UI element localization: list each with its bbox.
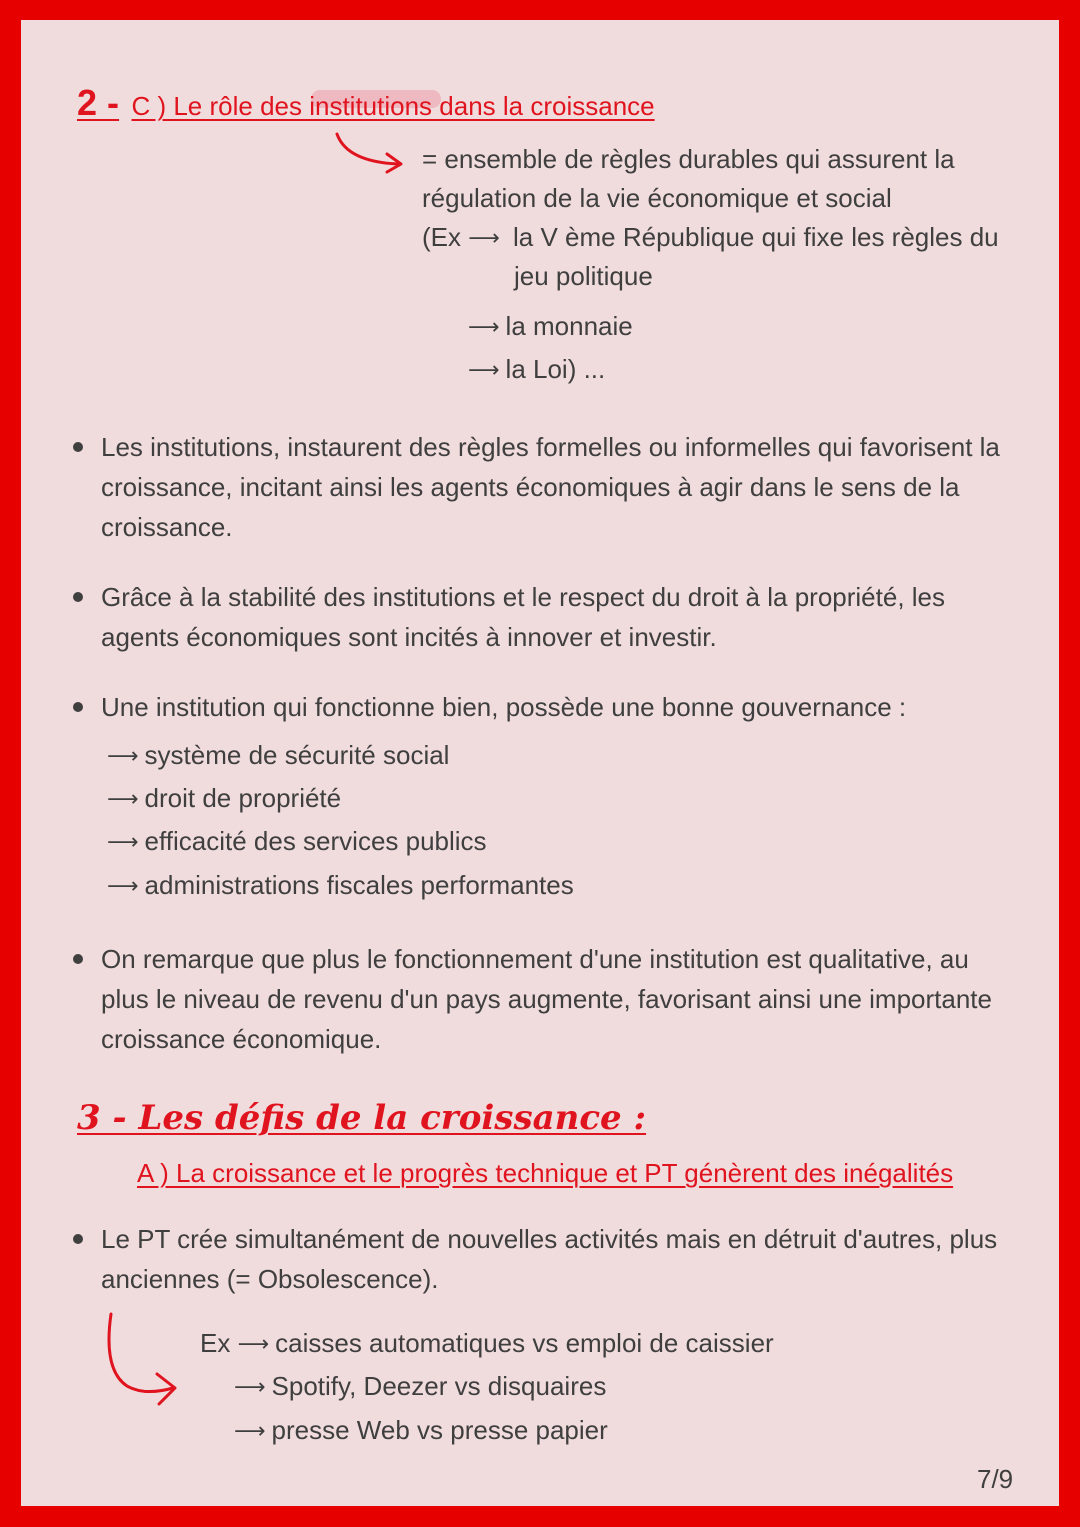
paragraph-stability: Grâce à la stabilité des institutions et le respect du droit à la propriété, les agents économiques sont incités à innover et investir. bbox=[101, 582, 945, 652]
hook-arrow-icon bbox=[101, 1310, 191, 1420]
arrow-right-icon: ⟶ bbox=[237, 1331, 270, 1356]
example-line-3 bbox=[468, 307, 633, 346]
section-2-heading bbox=[77, 82, 655, 126]
obsolescence-example: Ex ⟶ caisses automatiques vs emploi de caissier bbox=[200, 1324, 774, 1363]
section-number: 2 - bbox=[77, 82, 120, 123]
arrow-right-icon: ⟶ bbox=[107, 786, 139, 811]
example-item: la Loi) ... bbox=[505, 354, 606, 384]
example-prefix: Ex bbox=[200, 1328, 231, 1358]
example-line-1 bbox=[422, 218, 999, 257]
example-prefix: (Ex bbox=[422, 222, 461, 252]
definition-line-1: = ensemble de règles durables qui assurent la bbox=[422, 144, 955, 174]
paragraph-institutions: Les institutions, instaurent des règles formelles ou informelles qui favorisent la croissance, incitant ainsi les agents économiques à agir dans le sens de la croissance. bbox=[101, 432, 1000, 542]
arrow-right-icon: ⟶ bbox=[468, 314, 500, 339]
section-3-heading: 3 - Les défis de la croissance : bbox=[77, 1098, 647, 1138]
section-title: C ) Le rôle des institutions dans la croissance bbox=[131, 91, 655, 121]
governance-item: ⟶ système de sécurité social bbox=[107, 736, 449, 775]
paragraph-quality: On remarque que plus le fonctionnement d'une institution est qualitative, au plus le niveau de revenu d'un pays augmente, favorisant ainsi une importante croissance économique. bbox=[101, 944, 992, 1054]
note-page bbox=[21, 20, 1059, 1506]
bullet-icon bbox=[73, 592, 83, 602]
bullet-icon bbox=[73, 954, 83, 964]
page-number: 7/9 bbox=[977, 1464, 1014, 1494]
bullet-icon bbox=[73, 1234, 83, 1244]
section-3-subtitle: A ) La croissance et le progrès technique et PT génèrent des inégalités bbox=[137, 1158, 954, 1188]
example-item: la monnaie bbox=[505, 311, 633, 341]
obsolescence-example: ⟶ Spotify, Deezer vs disquaires bbox=[234, 1367, 606, 1406]
arrow-right-icon: ⟶ bbox=[468, 225, 500, 250]
example-line-4 bbox=[468, 350, 605, 389]
governance-item: ⟶ administrations fiscales performantes bbox=[107, 866, 574, 905]
arrow-right-icon: ⟶ bbox=[107, 743, 139, 768]
arrow-right-icon: ⟶ bbox=[234, 1418, 266, 1443]
curved-arrow-icon bbox=[333, 130, 413, 180]
example-line-2: jeu politique bbox=[514, 261, 653, 291]
paragraph-obsolescence: Le PT crée simultanément de nouvelles activités mais en détruit d'autres, plus anciennes (= Obsolescence). bbox=[101, 1224, 998, 1294]
obsolescence-example: ⟶ presse Web vs presse papier bbox=[234, 1411, 608, 1450]
governance-item: ⟶ efficacité des services publics bbox=[107, 822, 487, 861]
paragraph-governance: Une institution qui fonctionne bien, possède une bonne gouvernance : bbox=[101, 692, 907, 722]
bullet-icon bbox=[73, 442, 83, 452]
arrow-right-icon: ⟶ bbox=[107, 873, 139, 898]
definition-line-2: régulation de la vie économique et social bbox=[422, 183, 892, 213]
governance-item: ⟶ droit de propriété bbox=[107, 779, 341, 818]
bullet-icon bbox=[73, 702, 83, 712]
arrow-right-icon: ⟶ bbox=[468, 357, 500, 382]
example-item: la V ème République qui fixe les règles du bbox=[513, 222, 999, 252]
arrow-right-icon: ⟶ bbox=[234, 1374, 266, 1399]
arrow-right-icon: ⟶ bbox=[107, 829, 139, 854]
